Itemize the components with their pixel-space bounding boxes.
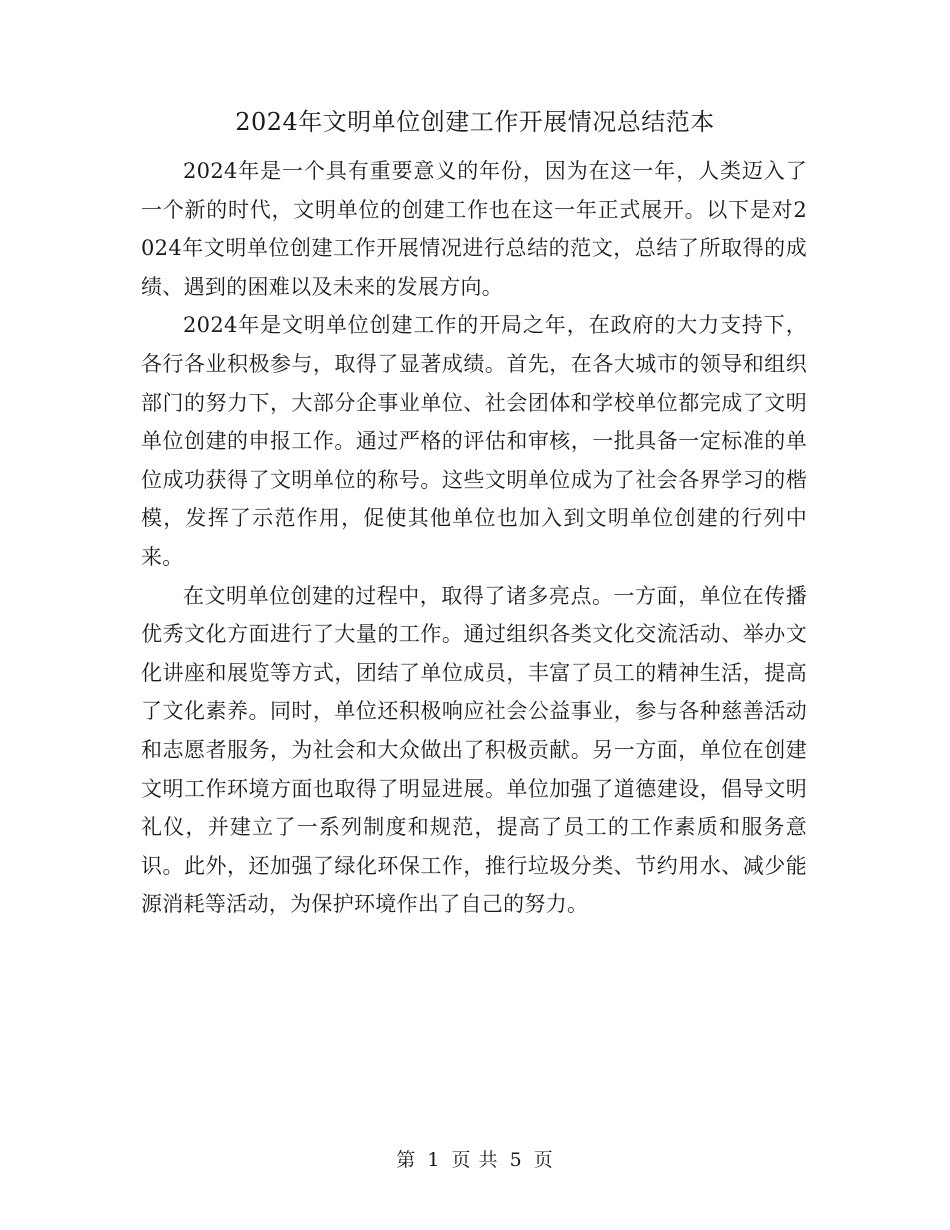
document-title: 2024年文明单位创建工作开展情况总结范本 — [235, 108, 715, 136]
document-body — [141, 152, 807, 924]
paragraph-intro: 2024年是一个具有重要意义的年份，因为在这一年，人类迈入了一个新的时代，文明单位的创建工作也在这一年正式展开。以下是对2024年文明单位创建工作开展情况进行总结的范文，总结了所取得的成绩、遇到的困难以及未来的发展方向。 — [141, 159, 807, 299]
footer-middle: 页 共 — [451, 1149, 499, 1171]
current-page-number: 1 — [427, 1149, 441, 1171]
paragraph-highlights: 在文明单位创建的过程中，取得了诸多亮点。一方面，单位在传播优秀文化方面进行了大量的工作。通过组织各类文化交流活动、举办文化讲座和展览等方式，团结了单位成员，丰富了员工的精神生活，提高了文化素养。同时，单位还积极响应社会公益事业，参与各种慈善活动和志愿者服务，为社会和大众做出了积极贡献。另一方面，单位在创建文明工作环境方面也取得了明显进展。单位加强了道德建设，倡导文明礼仪，并建立了一系列制度和规范，提高了员工的工作素质和服务意识。此外，还加强了绿化环保工作，推行垃圾分类、节约用水、减少能源消耗等活动，为保护环境作出了自己的努力。 — [141, 583, 807, 917]
paragraph-achievements: 2024年是文明单位创建工作的开局之年，在政府的大力支持下，各行各业积极参与，取得了显著成绩。首先，在各大城市的领导和组织部门的努力下，大部分企事业单位、社会团体和学校单位都完成了文明单位创建的申报工作。通过严格的评估和审核，一批具备一定标准的单位成功获得了文明单位的称号。这些文明单位成为了社会各界学习的楷模，发挥了示范作用，促使其他单位也加入到文明单位创建的行列中来。 — [141, 313, 807, 569]
footer-suffix: 页 — [533, 1149, 554, 1171]
total-page-count: 5 — [509, 1149, 523, 1171]
footer-prefix: 第 — [396, 1149, 417, 1171]
page-footer — [0, 1146, 950, 1174]
